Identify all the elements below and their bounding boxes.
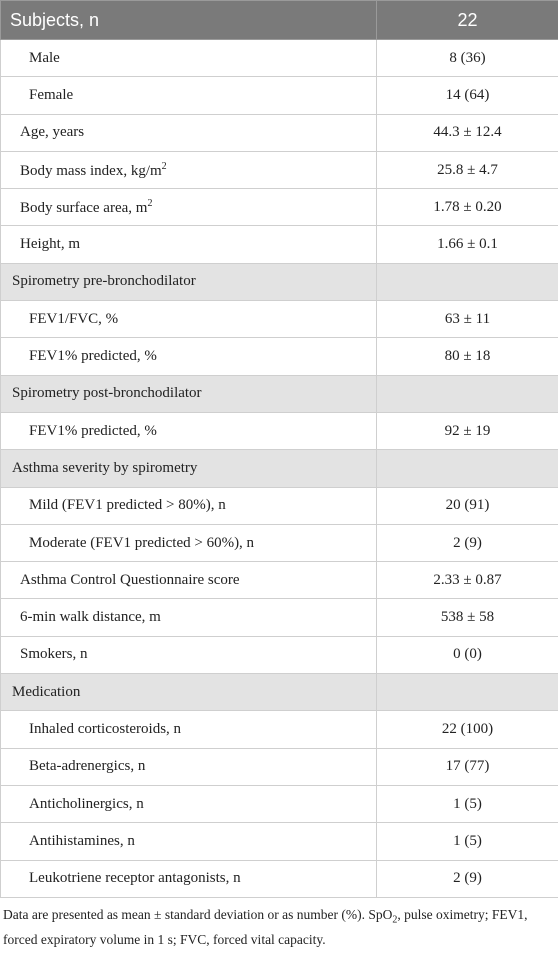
row-label-text: FEV1/FVC, % bbox=[29, 310, 119, 327]
row-label bbox=[1, 151, 377, 188]
row-value bbox=[377, 450, 558, 487]
section-label bbox=[1, 375, 377, 412]
section-row bbox=[1, 674, 558, 711]
table-row bbox=[1, 114, 558, 151]
table-row bbox=[1, 77, 558, 114]
row-label-text: Mild (FEV1 predicted > 80%), n bbox=[29, 497, 226, 514]
table-row bbox=[1, 599, 558, 636]
row-value: 63 ± 11 bbox=[377, 301, 558, 338]
row-value: 2.33 ± 0.87 bbox=[377, 562, 558, 599]
row-label-text: Body surface area, m bbox=[20, 199, 148, 216]
row-label bbox=[1, 636, 377, 673]
row-label bbox=[1, 711, 377, 748]
row-label-text: Antihistamines, n bbox=[29, 832, 135, 849]
row-label-text: Spirometry pre-bronchodilator bbox=[12, 273, 196, 290]
row-label-text: FEV1% predicted, % bbox=[29, 348, 157, 365]
header-value: 22 bbox=[377, 1, 558, 40]
footnote-text-continued: , pulse oximetry; FEV1, forced expiratory volume in 1 s; FVC, forced vital capacity. bbox=[3, 906, 528, 947]
row-label bbox=[1, 301, 377, 338]
row-label-text: Moderate (FEV1 predicted > 60%), n bbox=[29, 534, 255, 551]
row-label bbox=[1, 524, 377, 561]
table-row bbox=[1, 748, 558, 785]
section-row bbox=[1, 263, 558, 300]
row-label-text: 6-min walk distance, m bbox=[20, 609, 161, 626]
header-label: Subjects, n bbox=[1, 1, 377, 40]
row-label bbox=[1, 77, 377, 114]
row-value: 92 ± 19 bbox=[377, 412, 558, 449]
row-label-superscript: 2 bbox=[161, 160, 167, 172]
footnote-text: Data are presented as mean ± standard deviation or as number (%). SpO bbox=[3, 906, 393, 922]
row-label-text: Leukotriene receptor antagonists, n bbox=[29, 870, 241, 887]
row-label-text: Age, years bbox=[20, 124, 85, 141]
table-row bbox=[1, 301, 558, 338]
row-value: 17 (77) bbox=[377, 748, 558, 785]
row-value bbox=[377, 375, 558, 412]
table-row bbox=[1, 711, 558, 748]
table-row bbox=[1, 823, 558, 860]
section-label bbox=[1, 450, 377, 487]
row-label-text: Asthma severity by spirometry bbox=[12, 459, 198, 476]
table-body bbox=[1, 40, 558, 898]
section-label bbox=[1, 674, 377, 711]
row-label-text: FEV1% predicted, % bbox=[29, 422, 157, 439]
row-label-text: Male bbox=[29, 49, 60, 66]
row-value: 2 (9) bbox=[377, 524, 558, 561]
row-label bbox=[1, 40, 377, 77]
row-label bbox=[1, 599, 377, 636]
row-label-text: Body mass index, kg/m bbox=[20, 162, 162, 179]
table-row bbox=[1, 189, 558, 226]
row-value: 25.8 ± 4.7 bbox=[377, 151, 558, 188]
table-row bbox=[1, 40, 558, 77]
row-label bbox=[1, 226, 377, 263]
row-label-text: Height, m bbox=[20, 236, 80, 253]
row-label bbox=[1, 562, 377, 599]
row-label-text: Anticholinergics, n bbox=[29, 795, 144, 812]
table-row bbox=[1, 636, 558, 673]
row-value: 1 (5) bbox=[377, 823, 558, 860]
row-label bbox=[1, 338, 377, 375]
row-value: 44.3 ± 12.4 bbox=[377, 114, 558, 151]
table-row bbox=[1, 226, 558, 263]
row-label bbox=[1, 412, 377, 449]
row-label bbox=[1, 114, 377, 151]
row-label bbox=[1, 748, 377, 785]
row-label-text: Spirometry post-bronchodilator bbox=[12, 385, 202, 402]
row-label bbox=[1, 860, 377, 897]
row-value: 8 (36) bbox=[377, 40, 558, 77]
row-label-text: Asthma Control Questionnaire score bbox=[20, 571, 240, 588]
footnote-subscript: 2 bbox=[392, 914, 398, 926]
section-row bbox=[1, 375, 558, 412]
row-label bbox=[1, 487, 377, 524]
row-value: 2 (9) bbox=[377, 860, 558, 897]
table-row bbox=[1, 338, 558, 375]
row-value bbox=[377, 263, 558, 300]
row-label bbox=[1, 785, 377, 822]
table-row bbox=[1, 151, 558, 188]
table-row bbox=[1, 412, 558, 449]
section-row bbox=[1, 450, 558, 487]
row-label-text: Inhaled corticosteroids, n bbox=[29, 720, 182, 737]
table-row bbox=[1, 562, 558, 599]
table-header-row bbox=[1, 1, 558, 40]
table-row bbox=[1, 487, 558, 524]
table-footnote bbox=[0, 898, 558, 949]
row-label-text: Smokers, n bbox=[20, 646, 88, 663]
row-value: 20 (91) bbox=[377, 487, 558, 524]
table-row bbox=[1, 785, 558, 822]
table-row bbox=[1, 524, 558, 561]
row-label bbox=[1, 823, 377, 860]
row-label-text: Beta-adrenergics, n bbox=[29, 758, 146, 775]
row-value bbox=[377, 674, 558, 711]
row-value: 538 ± 58 bbox=[377, 599, 558, 636]
row-value: 1 (5) bbox=[377, 785, 558, 822]
row-value: 0 (0) bbox=[377, 636, 558, 673]
row-value: 22 (100) bbox=[377, 711, 558, 748]
row-value: 1.66 ± 0.1 bbox=[377, 226, 558, 263]
table-row bbox=[1, 860, 558, 897]
row-label-superscript: 2 bbox=[147, 197, 153, 209]
row-value: 1.78 ± 0.20 bbox=[377, 189, 558, 226]
row-value: 80 ± 18 bbox=[377, 338, 558, 375]
row-label-text: Female bbox=[29, 86, 74, 103]
row-value: 14 (64) bbox=[377, 77, 558, 114]
row-label bbox=[1, 189, 377, 226]
row-label-text: Medication bbox=[12, 683, 81, 700]
section-label bbox=[1, 263, 377, 300]
